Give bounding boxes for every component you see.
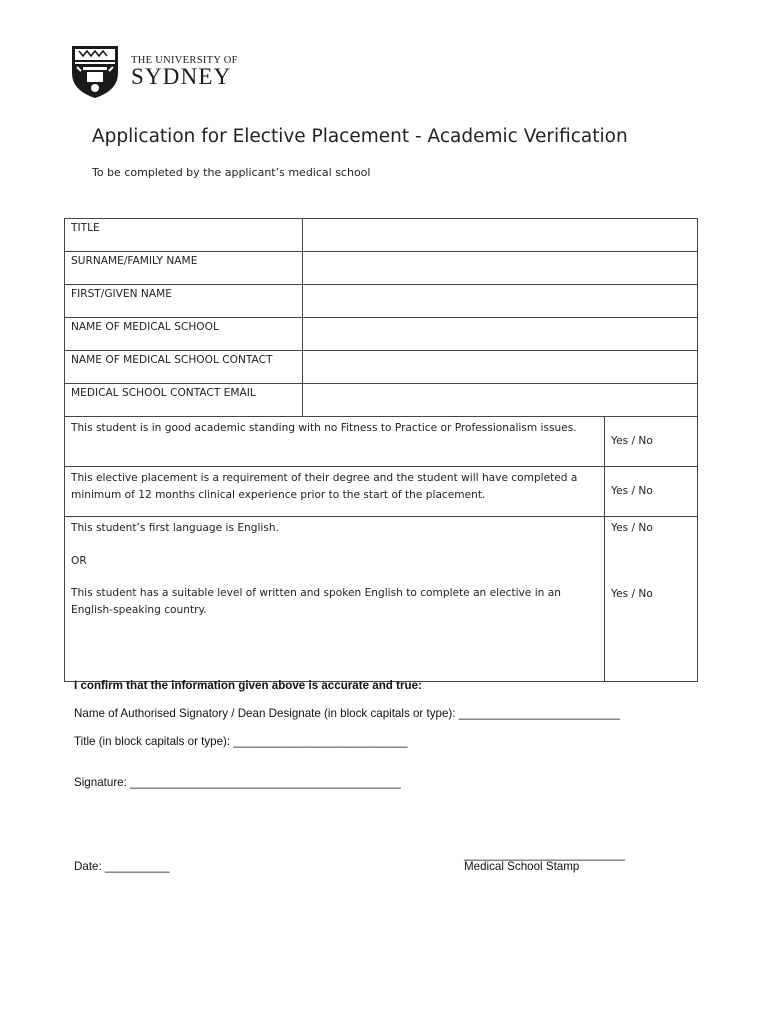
- logo-line2: SYDNEY: [131, 64, 232, 89]
- field-label: SURNAME/FAMILY NAME: [65, 252, 303, 285]
- yes-no-option[interactable]: Yes / No: [611, 522, 653, 534]
- medical-school-input[interactable]: [303, 318, 698, 351]
- confirmation-heading: I confirm that the information given above is accurate and true:: [74, 679, 422, 692]
- yes-no-option[interactable]: Yes / No: [611, 435, 653, 447]
- university-logo: [69, 43, 238, 99]
- form-row-surname: [65, 252, 698, 285]
- verification-form-table: [64, 218, 698, 682]
- title-input[interactable]: [303, 219, 698, 252]
- or-separator: OR: [71, 554, 87, 567]
- field-label: MEDICAL SCHOOL CONTACT EMAIL: [65, 384, 303, 417]
- signature-line[interactable]: Signature: __________________________________________: [74, 776, 401, 789]
- form-row-contact-email: [65, 384, 698, 417]
- yes-no-option[interactable]: Yes / No: [611, 485, 653, 497]
- statement-row-standing: [65, 417, 698, 467]
- title-line[interactable]: Title (in block capitals or type): ___________________________: [74, 735, 408, 748]
- surname-input[interactable]: [303, 252, 698, 285]
- field-label: NAME OF MEDICAL SCHOOL: [65, 318, 303, 351]
- statement-row-requirement: [65, 467, 698, 517]
- form-row-school-contact: [65, 351, 698, 384]
- stamp-label: Medical School Stamp: [464, 860, 580, 873]
- stamp-line: _________________________: [464, 848, 626, 861]
- statement-text: This student is in good academic standing with no Fitness to Practice or Professionalism issues.: [71, 422, 577, 434]
- page-subtitle: To be completed by the applicant’s medical school: [92, 166, 371, 179]
- university-crest-icon: [69, 43, 121, 99]
- yes-no-option[interactable]: Yes / No: [611, 587, 653, 600]
- statement-text: This student’s first language is English.: [71, 522, 279, 534]
- field-label: FIRST/GIVEN NAME: [65, 285, 303, 318]
- signatory-name-line[interactable]: Name of Authorised Signatory / Dean Designate (in block capitals or type): _________________________: [74, 707, 620, 720]
- logo-line1: THE UNIVERSITY OF: [131, 55, 238, 66]
- statement-text: This student has a suitable level of written and spoken English to complete an elective in an English-speaking country.: [71, 587, 561, 616]
- form-row-first-name: [65, 285, 698, 318]
- field-label: TITLE: [65, 219, 303, 252]
- first-name-input[interactable]: [303, 285, 698, 318]
- page-title: Application for Elective Placement - Academic Verification: [92, 126, 628, 147]
- statement-row-english: [65, 517, 698, 682]
- statement-text: This elective placement is a requirement of their degree and the student will have completed a minimum of 12 months clinical experience prior to the start of the placement.: [71, 472, 578, 501]
- school-contact-input[interactable]: [303, 351, 698, 384]
- form-row-title: [65, 219, 698, 252]
- field-label: NAME OF MEDICAL SCHOOL CONTACT: [65, 351, 303, 384]
- date-line[interactable]: Date: __________: [74, 860, 170, 873]
- contact-email-input[interactable]: [303, 384, 698, 417]
- form-row-medical-school: [65, 318, 698, 351]
